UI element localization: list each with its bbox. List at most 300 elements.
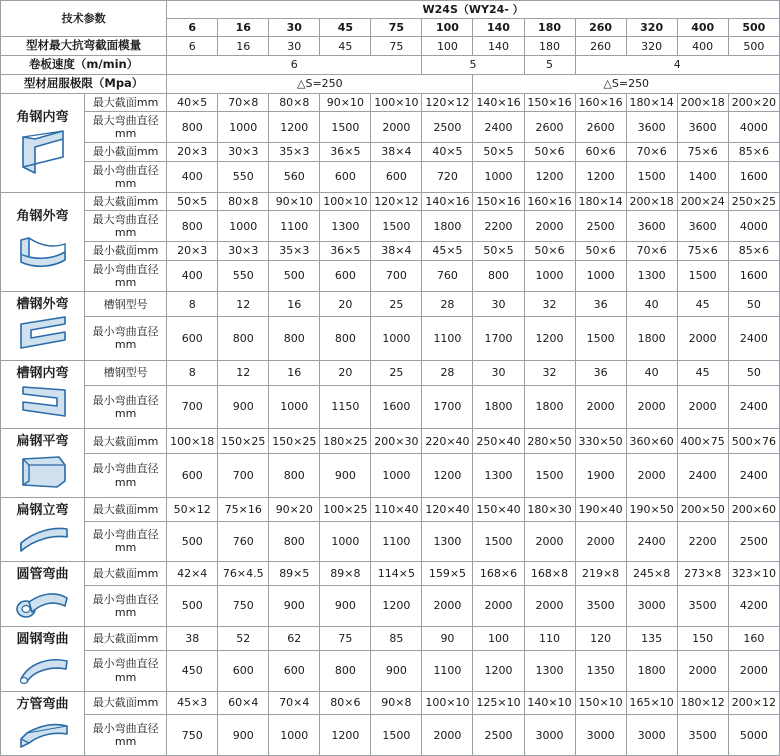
section-8-cell [1, 626, 85, 691]
angle-steel-outer-bend-icon [13, 226, 73, 278]
data-cell: 38×4 [371, 143, 422, 161]
data-cell: 3500 [575, 586, 626, 627]
data-cell: 16 [269, 292, 320, 317]
data-cell: 900 [218, 715, 269, 756]
data-cell: 45×5 [422, 242, 473, 260]
data-cell: 3000 [524, 715, 575, 756]
data-cell: 1500 [371, 211, 422, 242]
data-cell: 2000 [575, 521, 626, 562]
data-cell: 2400 [626, 521, 677, 562]
data-cell: 1200 [269, 111, 320, 142]
data-cell: 450 [167, 650, 218, 691]
data-cell: 50 [728, 360, 779, 385]
data-cell: 85×6 [728, 143, 779, 161]
data-cell: 100×18 [167, 429, 218, 454]
data-cell: 1300 [422, 521, 473, 562]
data-cell: 800 [269, 521, 320, 562]
data-cell: 550 [218, 161, 269, 192]
data-cell: 400 [167, 161, 218, 192]
data-cell: 760 [218, 521, 269, 562]
row-label: 最小弯曲直径mm [85, 586, 167, 627]
model-number-cell: 30 [269, 19, 320, 37]
section-title: 扁钢立弯 [16, 502, 69, 518]
section-title: 方管弯曲 [16, 696, 69, 712]
data-cell: 800 [473, 260, 524, 291]
data-cell: 12 [218, 360, 269, 385]
data-cell: 70×4 [269, 691, 320, 715]
data-cell: 90×10 [269, 192, 320, 210]
data-cell: 1000 [269, 385, 320, 428]
data-cell: 100 [473, 626, 524, 650]
data-cell: 35×3 [269, 242, 320, 260]
data-cell: 2200 [473, 211, 524, 242]
data-cell: 80×8 [218, 192, 269, 210]
data-cell: 600 [320, 260, 371, 291]
data-cell: 200×50 [677, 497, 728, 521]
data-cell: 52 [218, 626, 269, 650]
row-label: 最大截面mm [85, 497, 167, 521]
data-cell: 3500 [677, 586, 728, 627]
data-cell: 180×30 [524, 497, 575, 521]
data-cell: 1500 [524, 454, 575, 497]
section-3-cell [1, 292, 85, 361]
data-cell: 500 [167, 586, 218, 627]
data-cell: 1800 [626, 317, 677, 360]
data-cell: 720 [422, 161, 473, 192]
data-cell: 50×5 [473, 242, 524, 260]
data-cell: 20×3 [167, 143, 218, 161]
data-cell: 2400 [677, 454, 728, 497]
flat-steel-flat-bend-icon [13, 451, 73, 495]
header-row [1, 1, 780, 19]
data-cell: 45 [677, 292, 728, 317]
data-cell: 1700 [422, 385, 473, 428]
data-cell: 70×6 [626, 143, 677, 161]
data-cell: 50×5 [473, 143, 524, 161]
data-cell: 1000 [218, 211, 269, 242]
parameter-row [1, 56, 780, 75]
table-body [1, 1, 780, 756]
data-cell: 400×75 [677, 429, 728, 454]
data-cell: 600 [320, 161, 371, 192]
data-cell: 40 [626, 292, 677, 317]
data-cell: 89×8 [320, 562, 371, 586]
data-cell: 550 [218, 260, 269, 291]
data-cell: 30 [473, 360, 524, 385]
section-row [1, 497, 780, 521]
section-row [1, 360, 780, 385]
data-cell: 150×25 [218, 429, 269, 454]
data-cell: 1800 [473, 385, 524, 428]
data-cell: 1000 [473, 161, 524, 192]
data-cell: 2000 [677, 317, 728, 360]
data-cell: 1800 [422, 211, 473, 242]
data-cell: 2000 [626, 454, 677, 497]
data-cell: 200×18 [677, 93, 728, 111]
tech-parameter-header: 技术参数 [1, 1, 167, 37]
data-cell: 90×10 [320, 93, 371, 111]
data-cell: 3600 [677, 111, 728, 142]
round-steel-bend-icon [13, 649, 73, 689]
data-cell: 8 [167, 292, 218, 317]
data-cell: 245×8 [626, 562, 677, 586]
data-cell: 1100 [269, 211, 320, 242]
data-cell: 114×5 [371, 562, 422, 586]
section-row [1, 242, 780, 260]
data-cell: 1600 [371, 385, 422, 428]
data-cell: 50×6 [575, 242, 626, 260]
parameter-value: 6 [167, 56, 422, 75]
data-cell: 150×16 [473, 192, 524, 210]
data-cell: 1000 [371, 454, 422, 497]
data-cell: 2500 [422, 111, 473, 142]
row-label: 最小弯曲直径mm [85, 317, 167, 360]
parameter-value: △S=250 [473, 74, 780, 93]
data-cell: 70×6 [626, 242, 677, 260]
data-cell: 28 [422, 360, 473, 385]
data-cell: 80×6 [320, 691, 371, 715]
section-5-cell [1, 429, 85, 498]
data-cell: 60×6 [575, 143, 626, 161]
data-cell: 1900 [575, 454, 626, 497]
data-cell: 40×5 [422, 143, 473, 161]
data-cell: 2200 [677, 521, 728, 562]
data-cell: 2000 [677, 650, 728, 691]
row-label: 最大截面mm [85, 691, 167, 715]
data-cell: 180×14 [626, 93, 677, 111]
data-cell: 30×3 [218, 143, 269, 161]
data-cell: 1500 [626, 161, 677, 192]
data-cell: 60×4 [218, 691, 269, 715]
section-title: 槽钢内弯 [16, 365, 69, 381]
row-label: 最大弯曲直径mm [85, 211, 167, 242]
row-label: 最大弯曲直径mm [85, 111, 167, 142]
section-title: 角钢外弯 [16, 209, 69, 225]
row-label: 最小截面mm [85, 143, 167, 161]
data-cell: 1200 [371, 586, 422, 627]
data-cell: 190×40 [575, 497, 626, 521]
data-cell: 900 [320, 586, 371, 627]
data-cell: 900 [320, 454, 371, 497]
data-cell: 2500 [728, 521, 779, 562]
data-cell: 750 [218, 586, 269, 627]
data-cell: 150×40 [473, 497, 524, 521]
data-cell: 180×12 [677, 691, 728, 715]
row-label: 槽钢型号 [85, 292, 167, 317]
data-cell: 25 [371, 360, 422, 385]
row-label: 最小弯曲直径mm [85, 161, 167, 192]
data-cell: 500 [269, 260, 320, 291]
data-cell: 1300 [473, 454, 524, 497]
section-title: 槽钢外弯 [16, 297, 69, 313]
data-cell: 220×40 [422, 429, 473, 454]
model-number-cell: 45 [320, 19, 371, 37]
row-label: 最小弯曲直径mm [85, 650, 167, 691]
section-row [1, 161, 780, 192]
data-cell: 40 [626, 360, 677, 385]
data-cell: 2400 [728, 317, 779, 360]
data-cell: 135 [626, 626, 677, 650]
data-cell: 200×60 [728, 497, 779, 521]
parameter-label: 型材屈服极限（Mpa） [1, 74, 167, 93]
data-cell: 165×10 [626, 691, 677, 715]
data-cell: 2000 [575, 385, 626, 428]
data-cell: 36×5 [320, 242, 371, 260]
data-cell: 30×3 [218, 242, 269, 260]
data-cell: 2500 [575, 211, 626, 242]
data-cell: 900 [371, 650, 422, 691]
data-cell: 42×4 [167, 562, 218, 586]
data-cell: 180×25 [320, 429, 371, 454]
section-title: 圆管弯曲 [16, 567, 69, 583]
data-cell: 38 [167, 626, 218, 650]
data-cell: 3600 [626, 111, 677, 142]
data-cell: 2500 [473, 715, 524, 756]
data-cell: 1400 [677, 161, 728, 192]
data-cell: 4000 [728, 211, 779, 242]
data-cell: 3000 [575, 715, 626, 756]
data-cell: 150 [677, 626, 728, 650]
data-cell: 1500 [320, 111, 371, 142]
data-cell: 89×5 [269, 562, 320, 586]
data-cell: 100×25 [320, 497, 371, 521]
model-number-cell: 400 [677, 19, 728, 37]
data-cell: 250×40 [473, 429, 524, 454]
data-cell: 45×3 [167, 691, 218, 715]
parameter-value: 500 [728, 37, 779, 56]
data-cell: 20 [320, 292, 371, 317]
section-title: 角钢内弯 [16, 110, 69, 126]
section-row [1, 521, 780, 562]
row-label: 最大截面mm [85, 192, 167, 210]
section-title: 圆钢弯曲 [16, 631, 69, 647]
section-row [1, 454, 780, 497]
data-cell: 4000 [728, 111, 779, 142]
channel-steel-inner-bend-icon [13, 382, 73, 426]
data-cell: 3500 [677, 715, 728, 756]
row-label: 最小弯曲直径mm [85, 715, 167, 756]
data-cell: 1500 [575, 317, 626, 360]
data-cell: 1500 [473, 521, 524, 562]
data-cell: 700 [167, 385, 218, 428]
data-cell: 30 [473, 292, 524, 317]
data-cell: 85 [371, 626, 422, 650]
data-cell: 35×3 [269, 143, 320, 161]
row-label: 最小弯曲直径mm [85, 454, 167, 497]
section-title: 扁钢平弯 [16, 434, 69, 450]
data-cell: 1000 [371, 317, 422, 360]
data-cell: 1100 [422, 650, 473, 691]
data-cell: 273×8 [677, 562, 728, 586]
data-cell: 2000 [422, 715, 473, 756]
parameter-value: 320 [626, 37, 677, 56]
data-cell: 100×10 [320, 192, 371, 210]
parameter-value: 75 [371, 37, 422, 56]
data-cell: 75×6 [677, 242, 728, 260]
row-label: 最大截面mm [85, 429, 167, 454]
data-cell: 150×10 [575, 691, 626, 715]
parameter-label: 型材最大抗弯截面模量 [1, 37, 167, 56]
data-cell: 2000 [422, 586, 473, 627]
section-row [1, 626, 780, 650]
data-cell: 20 [320, 360, 371, 385]
model-number-cell: 140 [473, 19, 524, 37]
data-cell: 160 [728, 626, 779, 650]
data-cell: 32 [524, 360, 575, 385]
data-cell: 4200 [728, 586, 779, 627]
data-cell: 1200 [575, 161, 626, 192]
data-cell: 1000 [524, 260, 575, 291]
parameter-value: 6 [167, 37, 218, 56]
data-cell: 800 [167, 211, 218, 242]
row-label: 最小弯曲直径mm [85, 260, 167, 291]
parameter-value: 260 [575, 37, 626, 56]
model-number-cell: 500 [728, 19, 779, 37]
data-cell: 28 [422, 292, 473, 317]
data-cell: 2000 [677, 385, 728, 428]
data-cell: 360×60 [626, 429, 677, 454]
row-label: 槽钢型号 [85, 360, 167, 385]
section-row [1, 650, 780, 691]
parameter-value: 4 [575, 56, 779, 75]
data-cell: 110 [524, 626, 575, 650]
data-cell: 1500 [677, 260, 728, 291]
row-label: 最大截面mm [85, 626, 167, 650]
angle-steel-inner-bend-icon [13, 127, 73, 179]
data-cell: 190×50 [626, 497, 677, 521]
data-cell: 560 [269, 161, 320, 192]
data-cell: 160×16 [575, 93, 626, 111]
data-cell: 50×6 [524, 242, 575, 260]
data-cell: 140×16 [422, 192, 473, 210]
data-cell: 200×24 [677, 192, 728, 210]
data-cell: 800 [269, 454, 320, 497]
data-cell: 12 [218, 292, 269, 317]
parameter-value: 100 [422, 37, 473, 56]
data-cell: 800 [320, 317, 371, 360]
data-cell: 280×50 [524, 429, 575, 454]
section-4-cell [1, 360, 85, 429]
data-cell: 140×16 [473, 93, 524, 111]
row-label: 最大截面mm [85, 93, 167, 111]
data-cell: 1300 [626, 260, 677, 291]
data-cell: 1100 [371, 521, 422, 562]
data-cell: 200×20 [728, 93, 779, 111]
section-row [1, 143, 780, 161]
data-cell: 3600 [626, 211, 677, 242]
model-number-cell: 16 [218, 19, 269, 37]
section-row [1, 93, 780, 111]
data-cell: 400 [167, 260, 218, 291]
data-cell: 75 [320, 626, 371, 650]
flat-steel-edge-bend-icon [13, 519, 73, 559]
model-number-cell: 320 [626, 19, 677, 37]
data-cell: 900 [269, 586, 320, 627]
data-cell: 100×10 [371, 93, 422, 111]
data-cell: 1200 [473, 650, 524, 691]
data-cell: 36 [575, 292, 626, 317]
data-cell: 70×8 [218, 93, 269, 111]
square-tube-bend-icon [13, 713, 73, 753]
data-cell: 2000 [524, 521, 575, 562]
data-cell: 50×5 [167, 192, 218, 210]
data-cell: 76×4.5 [218, 562, 269, 586]
data-cell: 2400 [473, 111, 524, 142]
data-cell: 800 [167, 111, 218, 142]
data-cell: 800 [218, 317, 269, 360]
data-cell: 50 [728, 292, 779, 317]
data-cell: 90×20 [269, 497, 320, 521]
data-cell: 110×40 [371, 497, 422, 521]
data-cell: 100×10 [422, 691, 473, 715]
data-cell: 1200 [524, 161, 575, 192]
section-2-cell [1, 192, 85, 291]
data-cell: 1000 [269, 715, 320, 756]
data-cell: 600 [167, 454, 218, 497]
data-cell: 3000 [626, 586, 677, 627]
data-cell: 20×3 [167, 242, 218, 260]
data-cell: 120×40 [422, 497, 473, 521]
data-cell: 25 [371, 292, 422, 317]
data-cell: 800 [320, 650, 371, 691]
data-cell: 62 [269, 626, 320, 650]
data-cell: 1100 [422, 317, 473, 360]
section-row [1, 317, 780, 360]
data-cell: 700 [371, 260, 422, 291]
data-cell: 38×4 [371, 242, 422, 260]
section-row [1, 586, 780, 627]
section-row [1, 260, 780, 291]
data-cell: 219×8 [575, 562, 626, 586]
data-cell: 1800 [524, 385, 575, 428]
data-cell: 1150 [320, 385, 371, 428]
data-cell: 1500 [371, 715, 422, 756]
data-cell: 16 [269, 360, 320, 385]
section-row [1, 292, 780, 317]
row-label: 最小弯曲直径mm [85, 521, 167, 562]
data-cell: 150×25 [269, 429, 320, 454]
section-row [1, 429, 780, 454]
data-cell: 1200 [422, 454, 473, 497]
data-cell: 200×18 [626, 192, 677, 210]
data-cell: 250×25 [728, 192, 779, 210]
data-cell: 2400 [728, 385, 779, 428]
data-cell: 700 [218, 454, 269, 497]
data-cell: 1350 [575, 650, 626, 691]
data-cell: 2000 [524, 586, 575, 627]
section-row [1, 111, 780, 142]
data-cell: 2400 [728, 454, 779, 497]
data-cell: 2600 [575, 111, 626, 142]
data-cell: 168×8 [524, 562, 575, 586]
model-number-cell: 180 [524, 19, 575, 37]
channel-steel-outer-bend-icon [13, 314, 73, 358]
parameter-row [1, 74, 780, 93]
parameter-value: △S=250 [167, 74, 473, 93]
parameter-value: 400 [677, 37, 728, 56]
data-cell: 1300 [320, 211, 371, 242]
data-cell: 50×12 [167, 497, 218, 521]
round-tube-bend-icon [13, 584, 73, 624]
model-number-cell: 6 [167, 19, 218, 37]
data-cell: 2000 [626, 385, 677, 428]
data-cell: 1600 [728, 161, 779, 192]
section-row [1, 211, 780, 242]
parameter-value: 5 [524, 56, 575, 75]
parameter-value: 30 [269, 37, 320, 56]
parameter-value: 180 [524, 37, 575, 56]
section-6-cell [1, 497, 85, 562]
